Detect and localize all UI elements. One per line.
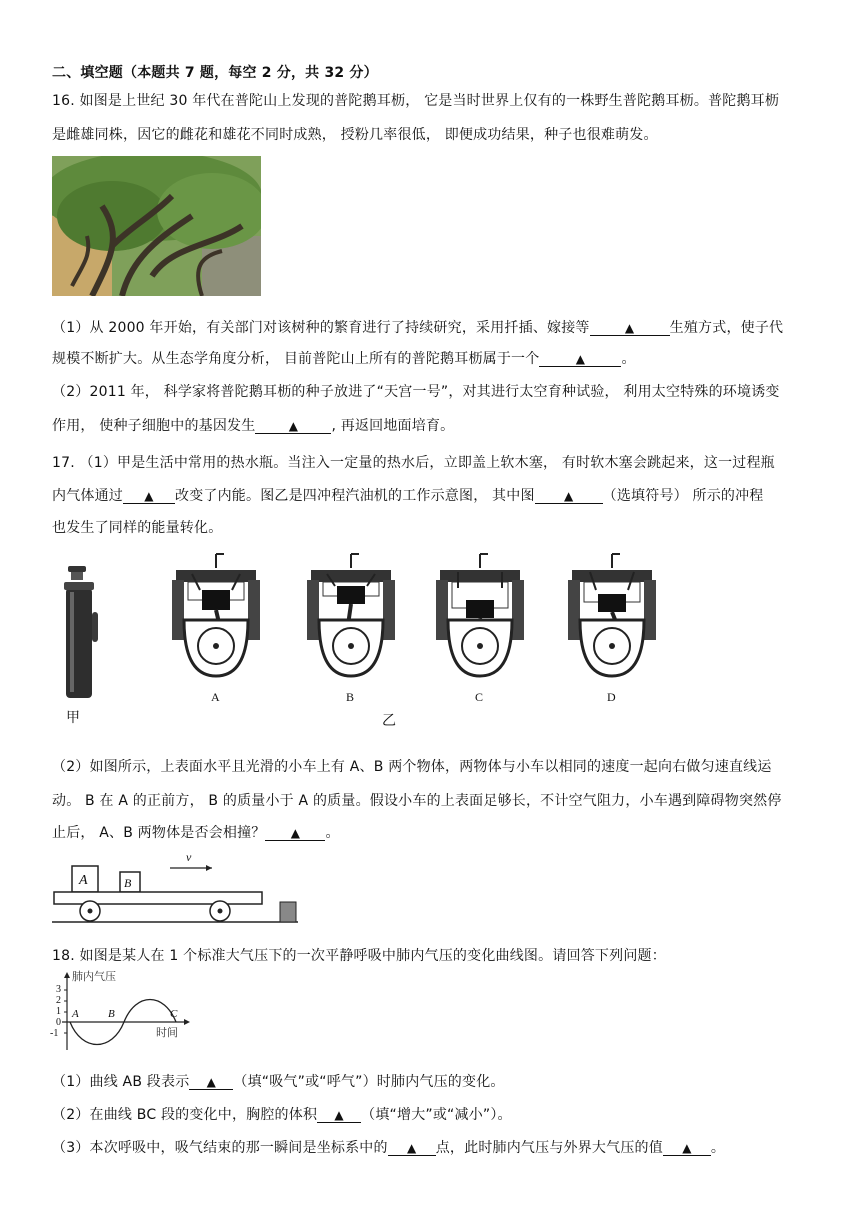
engine-label-c: C [475, 690, 484, 704]
engine-figure-c [434, 550, 526, 680]
q17-line3: 也发生了同样的能量转化。 [52, 520, 223, 536]
figure-label-yi: 乙 [382, 713, 396, 729]
q16-p2-text-c: , 再返回地面培育。 [331, 418, 455, 434]
graph-ylabel: 肺内气压 [72, 970, 116, 983]
figure-label-jia: 甲 [66, 710, 80, 726]
cart-figure [52, 850, 302, 925]
q18-part2 [52, 1104, 512, 1124]
answer-blank[interactable]: ▲ [539, 352, 621, 367]
q16-part2-line2 [52, 415, 454, 435]
q17-part2-line1: （2）如图所示，上表面水平且光滑的小车上有 A、B 两个物体，两物体与小车以相同的速度一起向右做匀速直线运 [52, 759, 772, 775]
q17-part2-line2: 动。 B 在 A 的正前方， B 的质量小于 A 的质量。假设小车的上表面足够长，不计空气阻力，小车遇到障碍物突然停 [52, 793, 782, 809]
graph-tick-0: 0 [56, 1017, 61, 1028]
q17-p2-text-a: 止后， A、B 两物体是否会相撞？ [52, 825, 266, 841]
graph-tick-1: 1 [56, 1006, 61, 1017]
answer-blank[interactable]: ▲ [663, 1141, 711, 1156]
q17-text-c: （选填符号） 所示的冲程 [602, 488, 764, 504]
q17-text-a: 内气体通过 [52, 488, 123, 504]
tree-photo [52, 156, 261, 296]
graph-tick-2: 2 [56, 995, 61, 1006]
cart-label-v: v [186, 850, 192, 864]
engine-label-d: D [607, 690, 616, 704]
q18-p1-text-a: （1）曲线 AB 段表示 [52, 1074, 190, 1090]
engine-label-b: B [346, 690, 355, 704]
answer-blank[interactable]: ▲ [265, 826, 325, 841]
q18-p1-text-b: （填“吸气”或“呼气”）时肺内气压的变化。 [233, 1074, 505, 1090]
q18-part3 [52, 1137, 725, 1157]
q17-text-b: 改变了内能。图乙是四冲程汽油机的工作示意图， 其中图 [175, 488, 535, 504]
thermos-figure [58, 562, 108, 702]
engine-figure-b [305, 550, 397, 680]
answer-blank[interactable]: ▲ [123, 489, 175, 504]
answer-blank[interactable]: ▲ [255, 419, 331, 434]
q16-p2-text-b: 作用， 使种子细胞中的基因发生 [52, 418, 256, 434]
q16-line1: 16. 如图是上世纪 30 年代在普陀山上发现的普陀鹅耳枥， 它是当时世界上仅有的一株野生普陀鹅耳枥。普陀鹅耳枥 [52, 93, 780, 109]
q16-part1-line1 [52, 317, 783, 337]
q18-p2-text-a: （2）在曲线 BC 段的变化中，胸腔的体积 [52, 1107, 318, 1123]
q18-p3-text-a: （3）本次呼吸中，吸气结束的那一瞬间是坐标系中的 [52, 1140, 388, 1156]
q18-p2-text-b: （填“增大”或“减小”）。 [361, 1107, 512, 1123]
q16-part2-line1: （2）2011 年， 科学家将普陀鹅耳枥的种子放进了“天宫一号”，对其进行太空育种试验， 利用太空特殊的环境诱变 [52, 384, 780, 400]
q16-line2: 是雌雄同株，因它的雌花和雄花不同时成熟， 授粉几率很低， 即便成功结果，种子也很难萌发。 [52, 127, 658, 143]
q16-part1-line2 [52, 348, 636, 368]
answer-blank[interactable]: ▲ [388, 1141, 436, 1156]
q16-p1-text-c: 规模不断扩大。从生态学角度分析， 目前普陀山上所有的普陀鹅耳枥属于一个 [52, 351, 540, 367]
answer-blank[interactable]: ▲ [189, 1075, 233, 1090]
graph-point-c: C [170, 1008, 178, 1020]
cart-label-b: B [124, 876, 132, 890]
answer-blank[interactable]: ▲ [317, 1108, 361, 1123]
engine-figure-a [170, 550, 262, 680]
q18-p3-text-b: 点，此时肺内气压与外界大气压的值 [435, 1140, 663, 1156]
q18-p3-text-c: 。 [710, 1140, 726, 1156]
graph-point-b: B [108, 1008, 115, 1020]
q17-line1: 17. （1）甲是生活中常用的热水瓶。当注入一定量的热水后，立即盖上软木塞， 有时软木塞会跳起来，这一过程瓶 [52, 455, 775, 471]
graph-tick-neg1: -1 [50, 1028, 59, 1039]
engine-label-a: A [211, 690, 220, 704]
graph-xlabel: 时间 [156, 1026, 178, 1039]
q17-p2-text-b: 。 [325, 825, 340, 841]
answer-blank[interactable]: ▲ [535, 489, 603, 504]
section-title: 二、填空题（本题共 7 题，每空 2 分，共 32 分） [52, 65, 378, 81]
answer-blank[interactable]: ▲ [590, 321, 670, 336]
q16-p1-text-b: 生殖方式，使子代 [669, 320, 784, 336]
q17-part2-line3 [52, 822, 340, 842]
graph-tick-3: 3 [56, 984, 61, 995]
engine-figure-d [566, 550, 658, 680]
q16-p1-text-d: 。 [621, 351, 636, 367]
cart-label-a: A [79, 873, 88, 888]
q17-line2 [52, 485, 764, 505]
graph-point-a: A [72, 1008, 79, 1020]
q18-line1: 18. 如图是某人在 1 个标准大气压下的一次平静呼吸中肺内气压的变化曲线图。请回答下列问题： [52, 948, 666, 964]
q16-p1-text-a: （1）从 2000 年开始，有关部门对该树种的繁育进行了持续研究，采用扦插、嫁接等 [52, 320, 590, 336]
q18-part1 [52, 1071, 505, 1091]
